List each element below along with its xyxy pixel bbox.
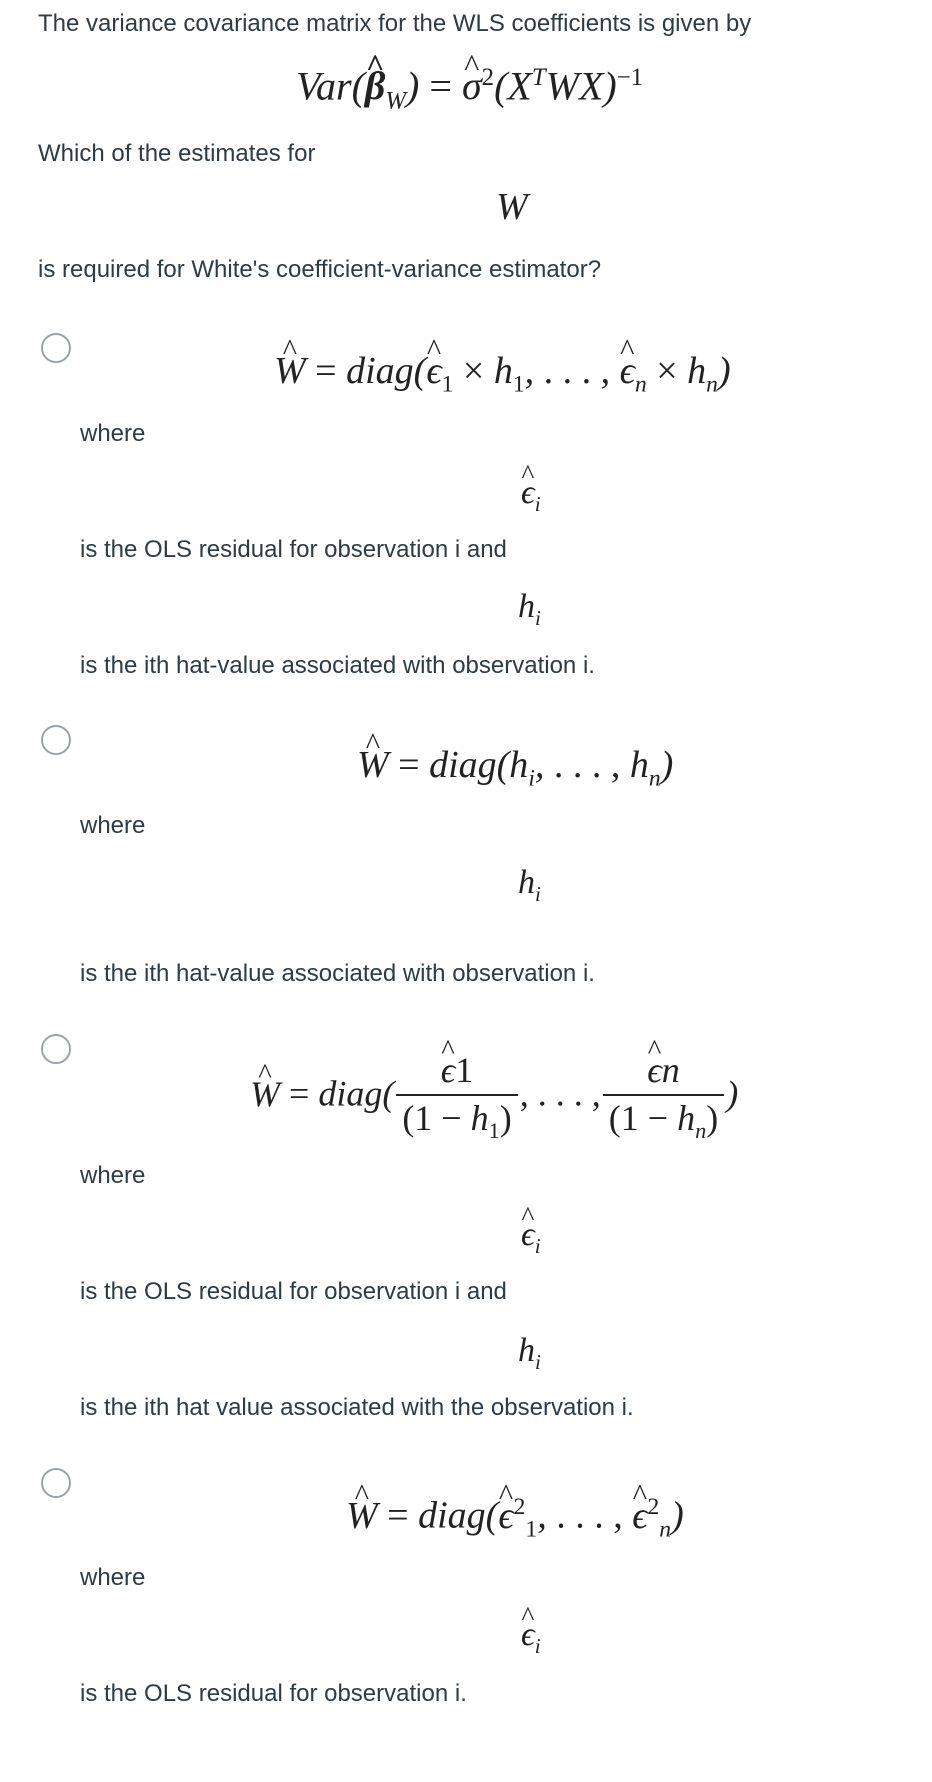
option-3-desc2: is the ith hat value associated with the observation i. [80, 1394, 634, 1421]
option-1-desc2: is the ith hat-value associated with observation i. [80, 652, 595, 679]
option-2-where: where [80, 812, 146, 839]
question-line3: is required for White's coefficient-variance estimator? [38, 256, 602, 283]
option-3-sym1: ^ $\epsilon_i$ [521, 1218, 541, 1257]
option-4-sym1: ^ $\epsilon_i$ [521, 1618, 541, 1657]
option-4-where: where [80, 1564, 146, 1591]
option-3-desc1: is the OLS residual for observation i and [80, 1278, 507, 1305]
option-1-formula: ^ W = diag(^ $\epsilon_1 \times h_1$, . . . , ^ $\epsilon_n \times h_n$) [274, 352, 731, 397]
option-3-formula: ^ W = diag( ^ $\frac{\epsilon 1}{(1 - h_1)}$ , . . . , ^ $\frac{\epsilon n}{(1 - h_n)}$ ) [250, 1052, 738, 1143]
question-intro: The variance covariance matrix for the WLS coefficients is given by [38, 10, 752, 37]
option-2-desc1: is the ith hat-value associated with observation i. [80, 960, 595, 987]
variance-formula: Var(^ $\beta_W$) = ^ $\sigma^2(X^TWX)^{-1}$ [296, 66, 643, 114]
question-line2: Which of the estimates for [38, 140, 316, 167]
option-3-sym2: $h_i$ [518, 1332, 541, 1374]
option-4-formula: ^ W = diag(^ $\epsilon^2_1$, . . . , ^ $\epsilon^2_n$) [346, 1496, 684, 1542]
option-1-desc1: is the OLS residual for observation i and [80, 536, 507, 563]
option-1-where: where [80, 420, 146, 447]
option-2-sym1: $h_i$ [518, 864, 541, 906]
option-4-desc1: is the OLS residual for observation i. [80, 1680, 467, 1707]
w-symbol: W [496, 186, 528, 228]
option-3-radio[interactable] [41, 1034, 71, 1064]
option-1-sym1: ^ $\epsilon_i$ [521, 476, 541, 515]
option-3-where: where [80, 1162, 146, 1189]
option-2-radio[interactable] [41, 725, 71, 755]
option-1-radio[interactable] [41, 333, 71, 363]
option-4-radio[interactable] [41, 1468, 71, 1498]
option-2-formula: ^ $W = diag(h_i$, . . . , $h_n$) [357, 746, 673, 791]
option-1-sym2: $h_i$ [518, 588, 541, 630]
